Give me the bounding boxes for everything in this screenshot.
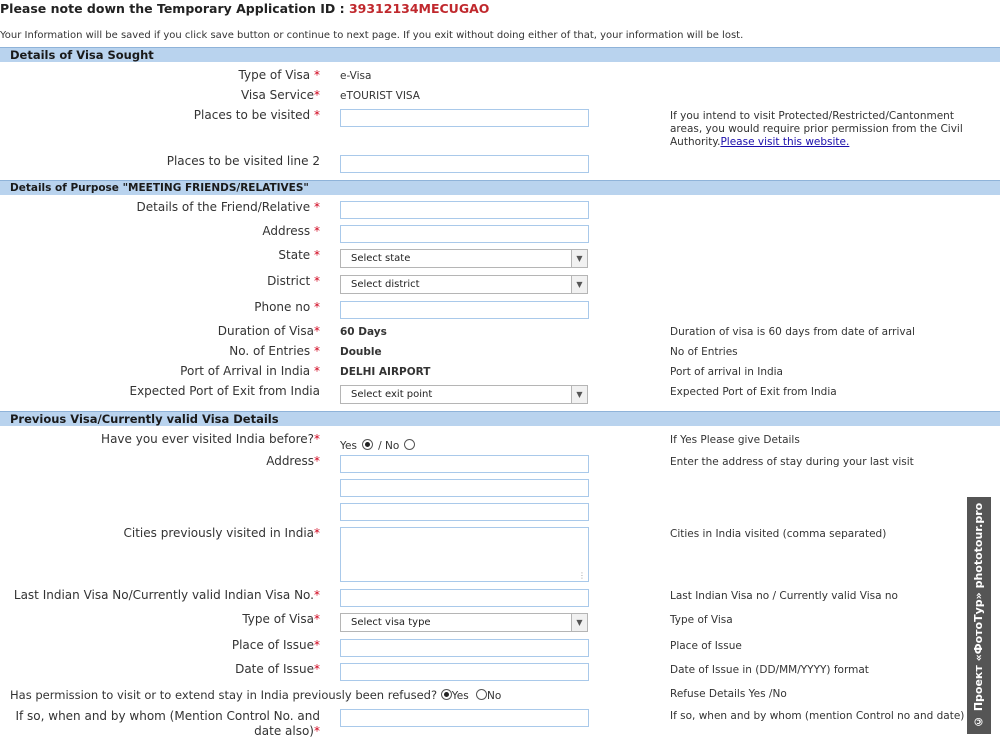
prev-address-line2-input[interactable] [340, 479, 589, 497]
district-label: District * [267, 274, 320, 288]
place-of-issue-hint: Place of Issue [670, 640, 742, 652]
prev-address-hint: Enter the address of stay during your last visit [670, 456, 914, 468]
cities-hint: Cities in India visited (comma separated) [670, 528, 887, 540]
refused-row: Has permission to visit or to extend stay in India previously been refused? Yes No [10, 688, 502, 702]
visited-hint: If Yes Please give Details [670, 434, 800, 446]
friend-input[interactable] [340, 201, 589, 219]
places-hint: If you intend to visit Protected/Restricted/Cantonment areas, you would require prior permission from the Civil Authority.Please visit this website. [670, 110, 963, 148]
port-hint: Port of arrival in India [670, 366, 783, 378]
prev-type-label: Type of Visa* [242, 612, 320, 626]
visit-website-link[interactable]: Please visit this website. [720, 136, 850, 148]
entries-hint: No of Entries [670, 346, 738, 358]
exit-hint: Expected Port of Exit from India [670, 386, 837, 398]
exit-label: Expected Port of Exit from India [129, 384, 320, 398]
application-id: 39312134MECUGAO [348, 1, 490, 16]
date-of-issue-input[interactable] [340, 663, 589, 681]
watermark: © Проект «ФотоТур» phototour.pro [967, 497, 991, 734]
date-of-issue-label: Date of Issue* [235, 662, 320, 676]
port-label: Port of Arrival in India * [180, 364, 320, 378]
duration-value: 60 Days [340, 326, 387, 338]
temporary-id-note [0, 1, 489, 16]
refused-label: Has permission to visit or to extend stay in India previously been refused? [10, 688, 438, 702]
cities-textarea[interactable] [340, 527, 589, 582]
type-of-visa-label: Type of Visa * [238, 68, 320, 82]
date-of-issue-hint: Date of Issue in (DD/MM/YYYY) format [670, 664, 869, 676]
whom-hint: If so, when and by whom (mention Control no and date) [670, 710, 965, 722]
prev-address-line3-input[interactable] [340, 503, 589, 521]
places-label: Places to be visited * [193, 108, 320, 122]
chevron-down-icon: ▼ [571, 386, 587, 403]
refused-hint: Refuse Details Yes /No [670, 688, 787, 700]
place-of-issue-label: Place of Issue* [231, 638, 320, 652]
duration-hint: Duration of visa is 60 days from date of arrival [670, 326, 915, 338]
chevron-down-icon: ▼ [571, 276, 587, 293]
places2-label: Places to be visited line 2 [166, 154, 320, 168]
visa-service-label: Visa Service* [240, 88, 320, 102]
address-label: Address * [262, 224, 320, 238]
port-value: DELHI AIRPORT [340, 366, 431, 378]
section-purpose: Details of Purpose "MEETING FRIENDS/RELATIVES" [0, 180, 1000, 195]
exit-select[interactable]: Select exit point ▼ [340, 385, 588, 404]
visa-service-value: eTOURIST VISA [340, 90, 420, 102]
save-info-text: Your Information will be saved if you click save button or continue to next page. If you exit without doing either of that, your information will be lost. [0, 30, 744, 41]
cities-label: Cities previously visited in India* [123, 526, 320, 540]
whom-input[interactable] [340, 709, 589, 727]
section-previous-visa: Previous Visa/Currently valid Visa Details [0, 411, 1000, 426]
places2-input[interactable] [340, 155, 589, 173]
visited-radio-group: Yes / No [340, 434, 415, 453]
chevron-down-icon: ▼ [571, 614, 587, 631]
whom-label: If so, when and by whom (Mention Control No. and date also)* [15, 709, 320, 738]
phone-input[interactable] [340, 301, 589, 319]
refused-yes-radio[interactable] [441, 689, 452, 700]
entries-label: No. of Entries * [229, 344, 320, 358]
prev-type-hint: Type of Visa [670, 614, 733, 626]
type-of-visa-value: e-Visa [340, 70, 372, 82]
section-visa-sought: Details of Visa Sought [0, 47, 1000, 62]
district-select[interactable]: Select district ▼ [340, 275, 588, 294]
visa-no-hint: Last Indian Visa no / Currently valid Visa no [670, 590, 898, 602]
places-input[interactable] [340, 109, 589, 127]
phone-label: Phone no * [254, 300, 320, 314]
prev-address-line1-input[interactable] [340, 455, 589, 473]
place-of-issue-input[interactable] [340, 639, 589, 657]
visited-no-radio[interactable] [404, 439, 415, 450]
visited-yes-radio[interactable] [362, 439, 373, 450]
visited-before-label: Have you ever visited India before?* [101, 432, 320, 446]
friend-label: Details of the Friend/Relative * [136, 200, 320, 214]
duration-label: Duration of Visa* [217, 324, 320, 338]
prev-visa-type-select[interactable]: Select visa type ▼ [340, 613, 588, 632]
visa-no-input[interactable] [340, 589, 589, 607]
note-prefix: Please note down the Temporary Application ID : [0, 1, 349, 16]
chevron-down-icon: ▼ [571, 250, 587, 267]
visa-no-label: Last Indian Visa No/Currently valid Indian Visa No.* [13, 588, 320, 602]
refused-no-radio[interactable] [476, 689, 487, 700]
state-label: State * [278, 248, 320, 262]
prev-address-label: Address* [266, 454, 320, 468]
state-select[interactable]: Select state ▼ [340, 249, 588, 268]
resize-grip-icon[interactable]: ⋮ [578, 571, 586, 580]
entries-value: Double [340, 346, 382, 358]
address-input[interactable] [340, 225, 589, 243]
